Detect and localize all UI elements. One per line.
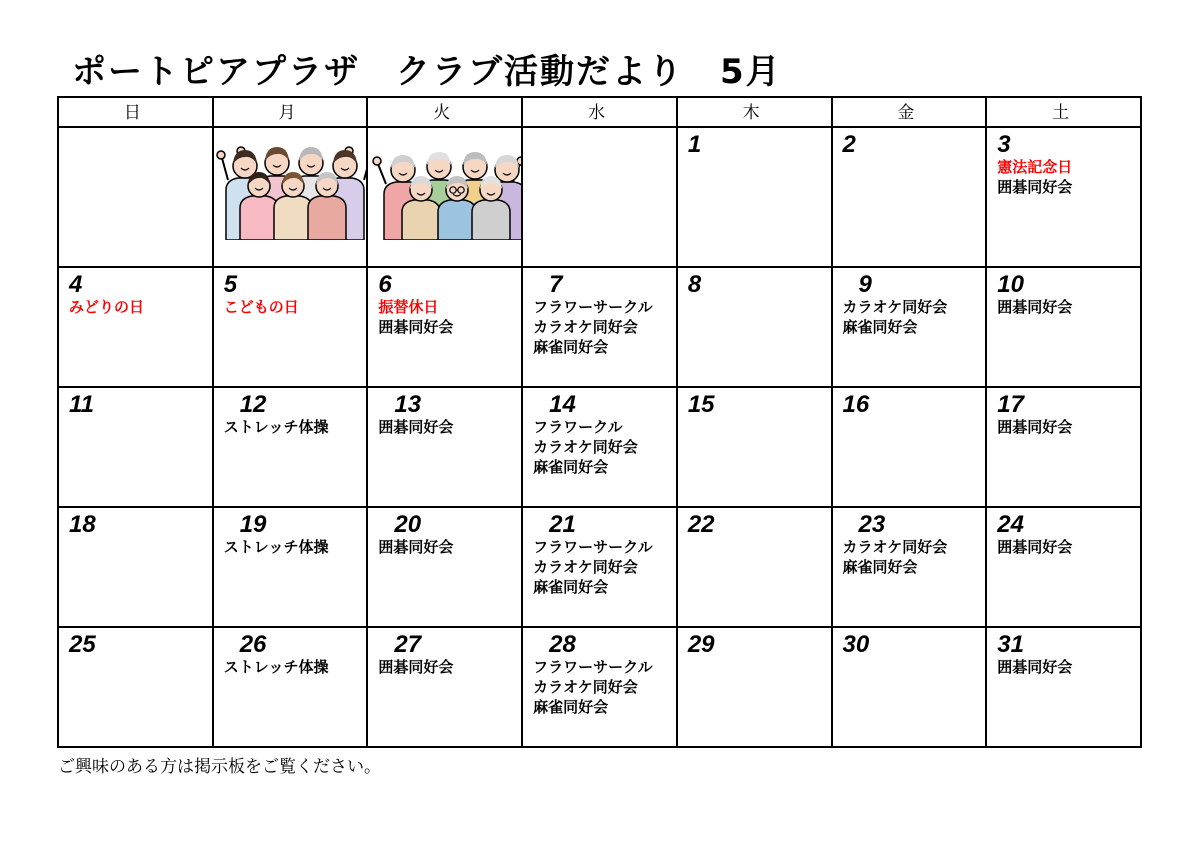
- calendar-week-row: [58, 387, 1141, 507]
- event-list: [214, 657, 367, 678]
- weekday-header-fri: 金: [832, 97, 987, 127]
- calendar-header-row: [58, 97, 1141, 127]
- day-number: 5: [223, 271, 238, 298]
- event-list: [214, 537, 367, 558]
- event-list: [987, 537, 1140, 558]
- event-item: フラワークル: [533, 418, 623, 437]
- day-number: 2: [842, 131, 856, 158]
- day-cell: [58, 127, 213, 267]
- page-title: ポートピアプラザ クラブ活動だより 5月: [72, 52, 782, 92]
- day-number: 22: [687, 511, 715, 538]
- event-list: [214, 417, 367, 438]
- day-cell: [677, 627, 832, 747]
- event-item: カラオケ同好会: [842, 538, 948, 557]
- event-list: [987, 417, 1140, 438]
- calendar-week-row: [58, 507, 1141, 627]
- day-number: 11: [69, 391, 94, 418]
- day-cell: [986, 267, 1141, 387]
- day-number: 29: [687, 631, 715, 658]
- day-cell: [677, 507, 832, 627]
- day-cell: [832, 627, 987, 747]
- day-cell: [832, 127, 987, 267]
- day-number: 25: [69, 631, 96, 658]
- day-cell: [213, 627, 368, 747]
- day-number: 3: [997, 131, 1011, 158]
- event-item: ストレッチ体操: [223, 658, 329, 677]
- weekday-header-mon: 月: [213, 97, 368, 127]
- day-number: 6: [378, 271, 392, 298]
- weekday-header-sat: 土: [986, 97, 1141, 127]
- day-cell: [522, 267, 677, 387]
- day-number: [59, 128, 212, 132]
- event-list: [59, 297, 212, 318]
- event-list: [368, 417, 521, 438]
- weekday-header-tue: 火: [367, 97, 522, 127]
- day-cell: [677, 127, 832, 267]
- day-cell: [213, 267, 368, 387]
- day-number: 9: [858, 271, 872, 298]
- event-item: カラオケ同好会: [842, 298, 948, 317]
- event-item: フラワーサークル: [533, 538, 653, 557]
- event-list: [523, 657, 676, 718]
- day-number: 20: [394, 511, 422, 538]
- day-number: 4: [69, 271, 83, 298]
- event-item: カラオケ同好会: [533, 678, 638, 697]
- event-list: [833, 537, 986, 578]
- day-cell: [213, 127, 368, 267]
- event-item: カラオケ同好会: [533, 558, 638, 577]
- day-cell: [677, 387, 832, 507]
- day-cell: [58, 267, 213, 387]
- event-list: [368, 297, 521, 338]
- day-number: 13: [394, 391, 422, 418]
- day-cell: [367, 127, 522, 267]
- day-number: 1: [687, 131, 702, 158]
- event-list: [368, 657, 521, 678]
- event-item: フラワーサークル: [533, 298, 653, 317]
- event-list: [523, 297, 676, 358]
- day-number: 27: [394, 631, 422, 658]
- day-cell: [986, 387, 1141, 507]
- event-list: [833, 297, 986, 338]
- event-item: カラオケ同好会: [533, 438, 638, 457]
- day-number: 30: [842, 631, 870, 658]
- event-item: 囲碁同好会: [997, 538, 1073, 557]
- day-cell: [367, 507, 522, 627]
- day-cell: [213, 387, 368, 507]
- day-cell: [677, 267, 832, 387]
- event-item: 麻雀同好会: [533, 698, 609, 717]
- day-cell: [58, 627, 213, 747]
- day-number: 10: [997, 271, 1024, 298]
- day-cell: [367, 627, 522, 747]
- day-cell: [522, 627, 677, 747]
- seniors-group-illustration: [368, 128, 521, 240]
- day-cell: [367, 267, 522, 387]
- event-item: 囲碁同好会: [378, 538, 454, 557]
- event-item: 麻雀同好会: [842, 318, 918, 337]
- event-item: 囲碁同好会: [997, 418, 1073, 437]
- day-number: 17: [997, 391, 1024, 418]
- event-item: 囲碁同好会: [378, 418, 454, 437]
- day-cell: [58, 507, 213, 627]
- day-cell: [367, 387, 522, 507]
- event-item: 麻雀同好会: [533, 338, 609, 357]
- event-item: 振替休日: [378, 298, 439, 317]
- calendar-week-row: [58, 267, 1141, 387]
- event-item: 囲碁同好会: [378, 658, 454, 677]
- event-item: 憲法記念日: [997, 158, 1073, 177]
- day-number: 12: [239, 391, 267, 418]
- event-item: 囲碁同好会: [997, 178, 1073, 197]
- event-item: 囲碁同好会: [378, 318, 454, 337]
- day-cell: [213, 507, 368, 627]
- event-list: [987, 657, 1140, 678]
- day-number: 26: [239, 631, 267, 658]
- calendar-body: [58, 127, 1141, 747]
- event-list: [368, 537, 521, 558]
- weekday-header-wed: 水: [522, 97, 677, 127]
- event-item: 麻雀同好会: [533, 578, 609, 597]
- event-list: [523, 537, 676, 598]
- event-item: ストレッチ体操: [223, 538, 329, 557]
- day-cell: [832, 387, 987, 507]
- day-cell: [986, 127, 1141, 267]
- women-group-illustration: [214, 128, 367, 240]
- day-number: 31: [997, 631, 1024, 658]
- event-item: 麻雀同好会: [533, 458, 609, 477]
- event-list: [987, 297, 1140, 318]
- day-cell: [522, 127, 677, 267]
- event-item: 囲碁同好会: [997, 658, 1073, 677]
- weekday-header-thu: 木: [677, 97, 832, 127]
- day-number: [523, 128, 676, 132]
- event-item: フラワーサークル: [533, 658, 653, 677]
- day-cell: [58, 387, 213, 507]
- day-number: 21: [549, 511, 576, 538]
- day-number: 24: [997, 511, 1024, 538]
- day-cell: [522, 507, 677, 627]
- calendar-week-row: [58, 627, 1141, 747]
- event-item: カラオケ同好会: [533, 318, 638, 337]
- calendar-week-row: [58, 127, 1141, 267]
- event-list: [523, 417, 676, 478]
- footnote-text: ご興味のある方は掲示板をご覧ください。: [58, 757, 381, 777]
- event-item: ストレッチ体操: [223, 418, 329, 437]
- day-number: 18: [69, 511, 96, 538]
- event-item: 麻雀同好会: [842, 558, 918, 577]
- day-number: 19: [239, 511, 267, 538]
- event-list: [214, 297, 367, 318]
- day-cell: [832, 507, 987, 627]
- day-number: 16: [842, 391, 870, 418]
- day-number: 7: [549, 271, 563, 298]
- day-cell: [986, 627, 1141, 747]
- day-cell: [832, 267, 987, 387]
- event-item: みどりの日: [69, 298, 145, 317]
- day-cell: [986, 507, 1141, 627]
- day-number: 15: [687, 391, 715, 418]
- day-number: 28: [549, 631, 576, 658]
- day-cell: [522, 387, 677, 507]
- day-number: 14: [549, 391, 576, 418]
- event-list: [987, 157, 1140, 198]
- calendar-table: [57, 96, 1142, 748]
- day-number: 23: [858, 511, 886, 538]
- event-item: こどもの日: [223, 298, 299, 317]
- weekday-header-sun: 日: [58, 97, 213, 127]
- day-number: 8: [687, 271, 702, 298]
- event-item: 囲碁同好会: [997, 298, 1073, 317]
